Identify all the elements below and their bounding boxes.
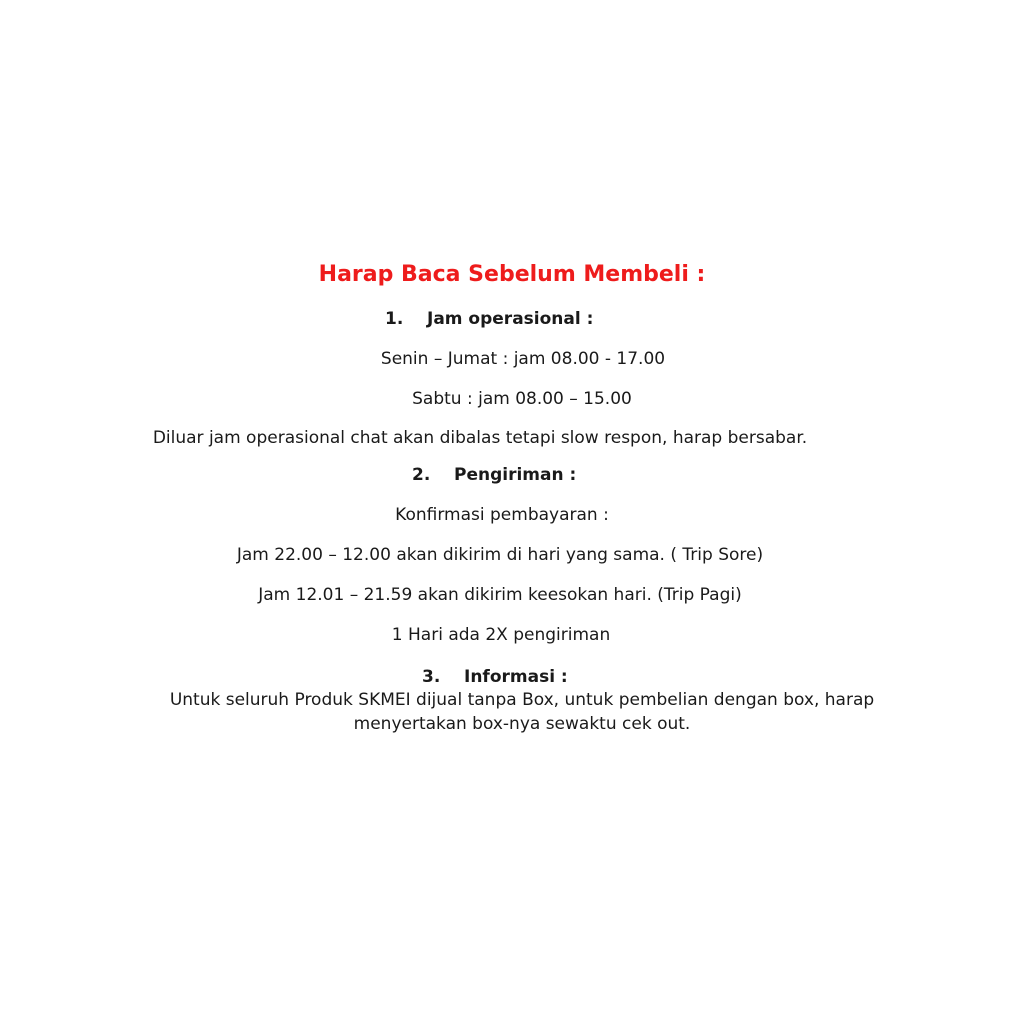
section-2-number: 2. <box>412 465 431 485</box>
section-1-heading <box>385 311 593 328</box>
section-3-heading <box>422 669 568 686</box>
after-hours-note: Diluar jam operasional chat akan dibalas tetapi slow respon, harap bersabar. <box>152 428 808 448</box>
payment-confirmation-label: Konfirmasi pembayaran : <box>395 505 609 525</box>
notice-title: Harap Baca Sebelum Membeli : <box>318 262 706 287</box>
section-3-title: Informasi : <box>464 667 568 687</box>
section-2-title: Pengiriman : <box>454 465 577 485</box>
info-line-1: Untuk seluruh Produk SKMEI dijual tanpa Box, untuk pembelian dengan box, harap <box>169 690 875 710</box>
delivery-frequency: 1 Hari ada 2X pengiriman <box>391 625 611 645</box>
info-line-2: menyertakan box-nya sewaktu cek out. <box>353 714 691 734</box>
section-1-title: Jam operasional : <box>427 309 594 329</box>
trip-pagi-schedule: Jam 12.01 – 21.59 akan dikirim keesokan hari. (Trip Pagi) <box>258 585 742 605</box>
section-1-number: 1. <box>385 309 404 329</box>
section-3-number: 3. <box>422 667 441 687</box>
trip-sore-schedule: Jam 22.00 – 12.00 akan dikirim di hari yang sama. ( Trip Sore) <box>236 545 764 565</box>
weekday-hours: Senin – Jumat : jam 08.00 - 17.00 <box>380 349 666 369</box>
saturday-hours: Sabtu : jam 08.00 – 15.00 <box>412 389 632 409</box>
section-2-heading <box>412 467 576 484</box>
